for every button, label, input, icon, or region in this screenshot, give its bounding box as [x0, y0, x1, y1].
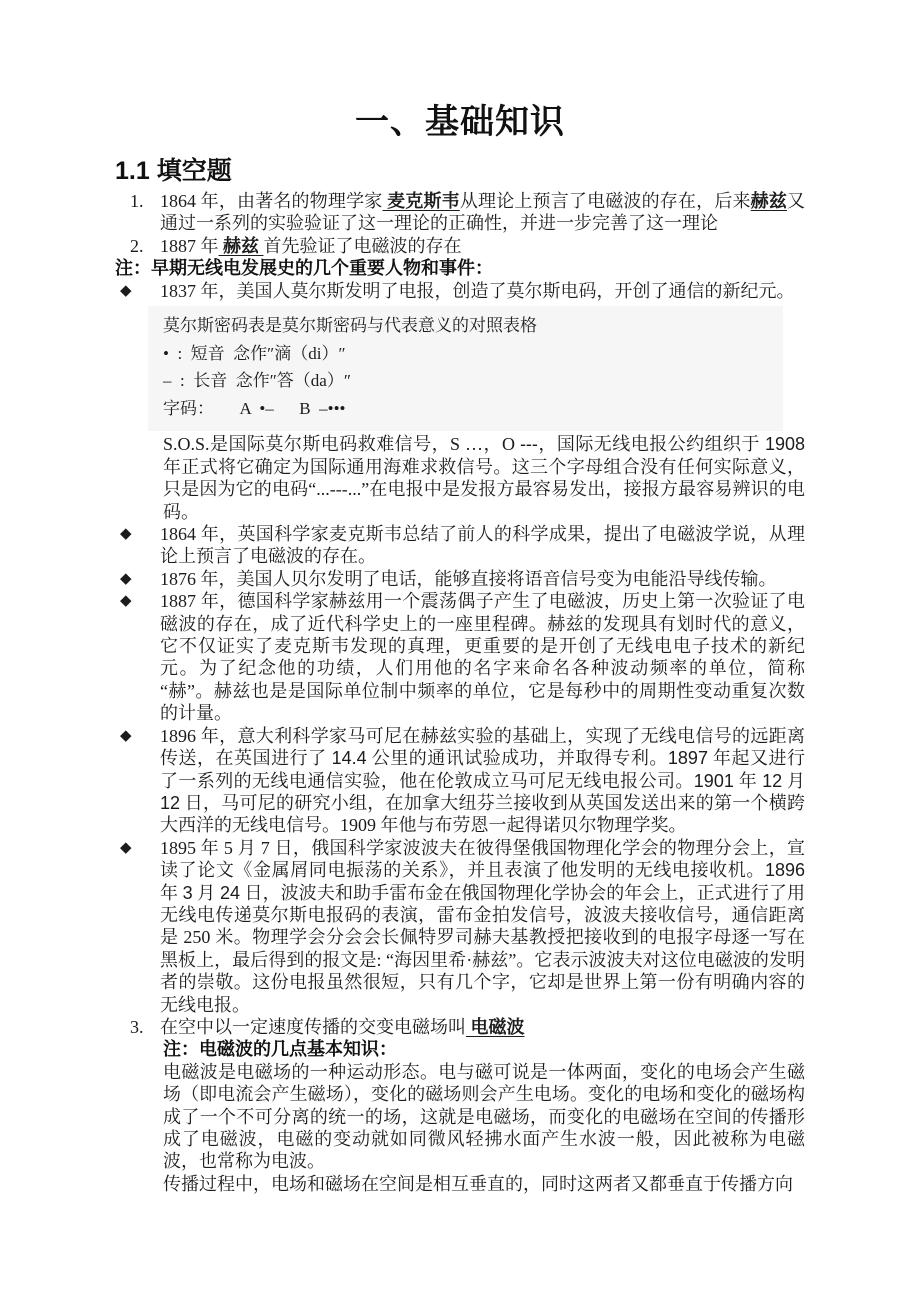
text-segment: 日，波波夫和助手雷布金在俄国物理化学协会的年会上，正式进行了用无线电传递莫尔斯电报码的表演，雷布金拍发信号，波波夫接收信号，通信距离是 250 米。物理学会分会会长佩特罗司赫夫基教授把接收到的电报字母逐一写在黑板上，最后得到的报文是: “海因里希·赫兹”。它表示波波夫对这位电磁波的发明者的崇敬。这份电报虽然很短，只有几个字，它却是世界上第一份有明确内容的无线电报。	[160, 882, 806, 1015]
em-wave-paragraph-1: 电磁波是电磁场的一种运动形态。电与磁可说是一体两面，变化的电场会产生磁场（即电流会产生磁场），变化的磁场则会产生电场。变化的电场和变化的磁场构成了一个不可分离的统一的场，这就是电磁场，而变化的电磁场在空间的传播形成了电磁波，电磁的变动就如同微风轻拂水面产生水波一般，因此被称为电磁波，也常称为电波。	[163, 1061, 805, 1172]
morse-dot-line: • : 短音 念作″滴（di）″	[163, 343, 346, 363]
text-segment: 日，马可尼的研究小组，在加拿大纽芬兰接收到从英国发送出来的第一个横跨大西洋的无线电信号。1909 年他与布劳恩一起得诺贝尔物理学奖。	[160, 792, 805, 836]
item-text	[160, 235, 805, 257]
item-number: 2.	[130, 235, 144, 256]
history-event-1837	[115, 280, 805, 302]
text-segment: 12	[762, 770, 783, 791]
note-em-wave: 注：电磁波的几点基本知识：	[163, 1039, 397, 1060]
fill-blank-item-1	[115, 190, 805, 235]
diamond-bullet-icon: ◆	[120, 839, 132, 856]
text-segment: 年	[160, 882, 183, 903]
text-segment: 麦克斯韦	[382, 191, 460, 211]
item-number: 3.	[130, 1016, 144, 1037]
em-wave-paragraph-2: 传播过程中，电场和磁场在空间是相互垂直的，同时这两者又都垂直于传播方向	[163, 1173, 793, 1194]
text-segment: 1908	[764, 434, 806, 455]
text-segment: 1896 年，意大利科学家马可尼在赫兹实验的基础上，实现了无线电信号的远距离传送，在英国进行了	[160, 725, 805, 769]
text-segment: 首先验证了电磁波的存在	[263, 235, 462, 256]
text-segment: 1897	[667, 748, 708, 769]
diamond-bullet-icon: ◆	[120, 282, 132, 299]
event-text	[160, 837, 805, 1016]
fill-blank-item-2	[115, 235, 805, 257]
fill-blank-item-3	[115, 1016, 805, 1038]
text-segment: 14.4	[331, 748, 367, 769]
text-segment: 月	[782, 770, 806, 791]
diamond-bullet-icon: ◆	[120, 593, 132, 610]
text-segment: 24	[219, 882, 240, 903]
note-radio-history: 注：早期无线电发展史的几个重要人物和事件：	[115, 258, 493, 279]
text-segment: 年正式将它确定为国际通用海难求救信号。这三个字母组合没有任何实际意义，只是因为它的电码“...---...”在电报中是发报方最容易发出，接报方最容易辨识的电码。	[163, 456, 805, 522]
text-segment: 3	[182, 882, 193, 903]
text-segment: S.O.S.是国际莫尔斯电码救难信号，S …，O	[163, 434, 520, 455]
text-segment: ，国际无线电报公约组织于	[537, 434, 765, 455]
text-segment: 月	[192, 882, 220, 903]
section-heading: 1.1 填空题	[115, 157, 232, 185]
text-segment: 从理论上预言了电磁波的存在，后来	[459, 191, 751, 211]
text-segment: 赫兹	[218, 235, 264, 256]
text-segment: 1887 年	[160, 235, 219, 256]
history-event-1864	[115, 523, 805, 568]
event-text	[160, 523, 805, 568]
text-segment: 1876 年，美国人贝尔发明了电话，能够直接将语音信号变为电能沿导线传输。	[160, 568, 777, 589]
morse-intro-line: 莫尔斯密码表是莫尔斯密码与代表意义的对照表格	[163, 316, 537, 336]
history-event-1895	[115, 837, 805, 1016]
diamond-bullet-icon: ◆	[120, 727, 132, 744]
text-segment: 1887 年，德国科学家赫兹用一个震荡偶子产生了电磁波，历史上第一次验证了电磁波的存在，成了近代科学史上的一座里程碑。赫兹的发现具有划时代的意义，它不仅证实了麦克斯韦发现的真理，更重要的是开创了无线电电子技术的新纪元。为了纪念他的功绩，人们用他的名字来命名各种波动频率的单位，简称“赫”。赫兹也是是国际单位制中频率的单位，它是每秒中的周期性变动重复次数的计量。	[160, 591, 805, 724]
page-title: 一、基础知识	[355, 104, 565, 141]
diamond-bullet-icon: ◆	[120, 526, 132, 543]
event-text	[160, 568, 805, 590]
history-event-1876	[115, 568, 805, 590]
event-text	[160, 280, 805, 302]
event-text	[160, 590, 805, 724]
history-event-1887	[115, 590, 805, 724]
text-segment: 1895 年 5 月 7 日，俄国科学家波波夫在彼得堡俄国物理化学会的物理分会上，宣读了论文《金属屑同电振荡的关系》，并且表演了他发明的无线电接收机。	[160, 837, 805, 881]
item-text	[160, 1016, 805, 1038]
text-segment: 电磁波	[466, 1016, 525, 1037]
text-segment: 12	[160, 792, 181, 813]
morse-codes-line: 字码： A •– B –•••	[163, 398, 346, 418]
text-segment: 又通过一系列的实验验证了这一理论的正确性，并进一步完善了这一理论	[160, 191, 806, 234]
text-segment: 赫兹	[750, 191, 788, 211]
history-event-1896	[115, 725, 805, 837]
text-segment: ---	[519, 434, 538, 455]
item-text	[160, 190, 805, 235]
diamond-bullet-icon: ◆	[120, 570, 132, 587]
text-segment: 公里的通讯试验成功，并取得专利。	[366, 748, 668, 769]
morse-dash-line: – : 长音 念作″答（da）″	[163, 371, 351, 391]
text-segment: 年起又进行了一系列的无线电通信实验，他在伦敦成立马可尼无线电报公司。	[160, 748, 806, 791]
text-segment: 年	[733, 770, 763, 791]
text-segment: 1901	[693, 770, 734, 791]
text-segment: 1837 年，美国人莫尔斯发明了电报，创造了莫尔斯电码，开创了通信的新纪元。	[160, 280, 795, 301]
sos-paragraph	[163, 433, 805, 523]
event-text	[160, 725, 805, 837]
morse-code-box	[148, 306, 783, 431]
text-segment: 1864 年，由著名的物理学家	[160, 191, 383, 211]
item-number: 1.	[130, 191, 144, 211]
text-segment: 1896	[764, 860, 805, 881]
text-segment: 在空中以一定速度传播的交变电磁场叫	[160, 1016, 466, 1037]
text-segment: 1864 年，英国科学家麦克斯韦总结了前人的科学成果，提出了电磁波学说，从理论上预言了电磁波的存在。	[160, 524, 805, 567]
